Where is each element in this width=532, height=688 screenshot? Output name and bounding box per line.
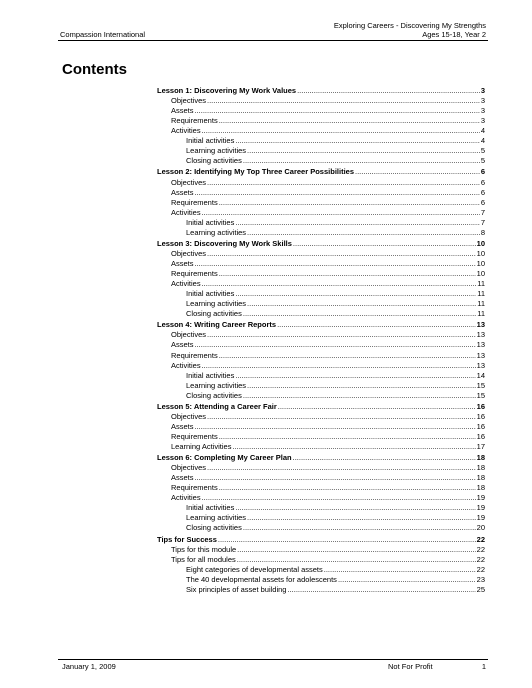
toc-entry-label: Initial activities [186,217,235,227]
toc-entry-page-number: 6 [480,197,485,207]
toc-entry[interactable] [157,259,485,269]
footer-date: January 1, 2009 [62,662,116,671]
toc-dot-leader [202,361,476,371]
toc-dot-leader [293,453,476,463]
toc-dot-leader [338,575,476,585]
toc-dot-leader [247,381,476,391]
toc-subentry[interactable] [157,299,485,309]
toc-section-entry[interactable] [157,320,485,330]
toc-entry-label: Objectives [171,96,207,106]
toc-entry-page-number: 10 [476,248,485,258]
toc-dot-leader [207,463,476,473]
toc-entry-label: Eight categories of developmental assets [186,564,323,574]
toc-entry-page-number: 13 [476,360,485,370]
toc-dot-leader [202,208,480,218]
toc-entry[interactable] [157,126,485,136]
toc-subentry[interactable] [157,146,485,156]
toc-entry[interactable] [157,96,485,106]
toc-entry-page-number: 19 [476,513,485,523]
toc-dot-leader [287,585,475,595]
toc-entry-label: Objectives [171,177,207,187]
footer-notice: Not For Profit [388,662,433,671]
toc-dot-leader [207,178,480,188]
toc-dot-leader [207,412,476,422]
toc-entry[interactable] [157,422,485,432]
toc-dot-leader [195,106,480,116]
toc-entry-label: Objectives [171,248,207,258]
toc-section-entry[interactable] [157,167,485,177]
toc-entry-page-number: 4 [480,136,485,146]
toc-entry-label: Requirements [171,269,218,279]
toc-entry-page-number: 23 [476,574,485,584]
toc-section-entry[interactable] [157,402,485,412]
toc-entry-label: Initial activities [186,503,235,513]
toc-entry-page-number: 10 [476,258,485,268]
toc-entry-label: Initial activities [186,370,235,380]
toc-entry[interactable] [157,442,485,452]
toc-entry-label: Tips for Success [157,534,217,544]
toc-entry-label: Lesson 4: Writing Career Reports [157,320,277,330]
toc-dot-leader [219,483,476,493]
toc-dot-leader [202,279,477,289]
header-document-title [334,21,486,39]
toc-entry-page-number: 3 [480,116,485,126]
toc-entry-label: Lesson 2: Identifying My Top Three Career Possibilities [157,167,354,177]
toc-dot-leader [235,136,479,146]
toc-entry-label: Objectives [171,330,207,340]
toc-entry-label: Objectives [171,463,207,473]
toc-entry-label: Learning activities [186,380,247,390]
toc-dot-leader [219,198,480,208]
toc-subentry[interactable] [157,228,485,238]
toc-entry-label: Requirements [171,197,218,207]
toc-entry-label: Closing activities [186,390,242,400]
toc-dot-leader [243,156,480,166]
toc-entry-page-number: 11 [477,299,485,309]
toc-dot-leader [235,289,476,299]
toc-entry-label: Closing activities [186,156,242,166]
toc-entry-page-number: 16 [476,401,485,411]
toc-entry-label: Learning Activities [171,442,232,452]
toc-subentry[interactable] [157,309,485,319]
toc-entry[interactable] [157,178,485,188]
toc-entry-page-number: 18 [476,463,485,473]
toc-entry-page-number: 18 [476,453,485,463]
toc-entry[interactable] [157,555,485,565]
toc-dot-leader [219,116,480,126]
toc-dot-leader [247,146,480,156]
toc-entry-page-number: 22 [476,534,485,544]
toc-entry-label: Lesson 5: Attending a Career Fair [157,401,277,411]
toc-entry-page-number: 19 [476,503,485,513]
toc-entry-page-number: 3 [480,86,485,95]
toc-entry[interactable] [157,198,485,208]
toc-entry-page-number: 15 [476,380,485,390]
toc-entry-label: Tips for all modules [171,554,236,564]
toc-entry-label: Activities [171,360,201,370]
toc-entry-page-number: 18 [476,483,485,493]
toc-dot-leader [278,402,476,412]
toc-entry[interactable] [157,545,485,555]
toc-entry-page-number: 13 [476,320,485,330]
toc-dot-leader [218,535,476,545]
toc-entry-label: Tips for this module [171,544,237,554]
toc-dot-leader [277,320,476,330]
toc-entry-label: Lesson 3: Discovering My Work Skills [157,238,292,248]
toc-entry[interactable] [157,269,485,279]
toc-entry-label: Initial activities [186,289,235,299]
toc-entry-label: Requirements [171,116,218,126]
toc-entry[interactable] [157,116,485,126]
toc-entry-label: The 40 developmental assets for adolescents [186,574,337,584]
toc-entry-page-number: 3 [480,96,485,106]
toc-subentry[interactable] [157,575,485,585]
toc-section-entry[interactable] [157,239,485,249]
page-title: Contents [62,61,127,78]
toc-entry-page-number: 13 [476,330,485,340]
header-organization: Compassion International [60,30,146,39]
toc-subentry[interactable] [157,289,485,299]
toc-entry[interactable] [157,473,485,483]
toc-dot-leader [297,86,480,96]
toc-entry[interactable] [157,208,485,218]
toc-subentry[interactable] [157,503,485,513]
toc-dot-leader [243,309,476,319]
toc-entry-label: Six principles of asset building [186,584,287,594]
toc-subentry[interactable] [157,513,485,523]
toc-subentry[interactable] [157,565,485,575]
toc-entry-label: Closing activities [186,309,242,319]
toc-section-entry[interactable] [157,453,485,463]
toc-entry-label: Assets [171,340,194,350]
toc-entry-label: Assets [171,421,194,431]
toc-entry-label: Initial activities [186,136,235,146]
toc-entry-page-number: 11 [477,289,485,299]
toc-subentry[interactable] [157,136,485,146]
toc-dot-leader [235,218,479,228]
toc-entry-label: Assets [171,258,194,268]
toc-entry-label: Learning activities [186,146,247,156]
toc-entry-label: Closing activities [186,523,242,533]
toc-entry-page-number: 22 [476,554,485,564]
toc-entry-page-number: 19 [476,493,485,503]
toc-entry-page-number: 6 [480,167,485,177]
toc-entry-page-number: 6 [480,177,485,187]
toc-section-entry[interactable] [157,86,485,96]
toc-entry-page-number: 10 [476,269,485,279]
toc-dot-leader [195,473,476,483]
toc-entry-page-number: 13 [476,340,485,350]
toc-subentry[interactable] [157,523,485,533]
toc-dot-leader [195,188,480,198]
toc-dot-leader [207,330,476,340]
toc-dot-leader [219,351,476,361]
header-title-line-1: Exploring Careers - Discovering My Strengths [333,21,486,30]
toc-entry[interactable] [157,483,485,493]
toc-entry-label: Learning activities [186,227,247,237]
toc-entry-label: Lesson 6: Completing My Career Plan [157,453,292,463]
toc-entry-page-number: 17 [476,442,485,452]
toc-entry-page-number: 25 [476,584,485,594]
toc-entry[interactable] [157,330,485,340]
header-divider [58,40,488,41]
toc-entry-page-number: 22 [476,564,485,574]
toc-entry-page-number: 18 [476,473,485,483]
toc-dot-leader [219,269,476,279]
toc-dot-leader [207,96,480,106]
toc-dot-leader [195,259,476,269]
toc-entry-page-number: 6 [480,187,485,197]
toc-entry[interactable] [157,432,485,442]
toc-entry[interactable] [157,463,485,473]
toc-subentry[interactable] [157,218,485,228]
toc-dot-leader [247,299,476,309]
toc-entry[interactable] [157,279,485,289]
toc-entry-label: Learning activities [186,299,247,309]
toc-entry[interactable] [157,412,485,422]
toc-entry-page-number: 15 [476,390,485,400]
toc-entry-page-number: 4 [480,126,485,136]
toc-dot-leader [243,391,476,401]
toc-entry-label: Assets [171,106,194,116]
toc-entry-label: Activities [171,207,201,217]
toc-subentry[interactable] [157,371,485,381]
toc-entry-page-number: 10 [476,238,485,248]
toc-dot-leader [243,523,476,533]
footer-page-number: 1 [481,662,486,671]
toc-entry-label: Objectives [171,411,207,421]
toc-entry-page-number: 11 [477,309,485,319]
toc-entry-label: Lesson 1: Discovering My Work Values [157,86,297,95]
toc-entry[interactable] [157,351,485,361]
toc-entry-label: Requirements [171,431,218,441]
toc-entry-page-number: 5 [480,146,485,156]
toc-dot-leader [355,167,480,177]
toc-dot-leader [195,340,476,350]
toc-dot-leader [247,513,476,523]
toc-dot-leader [235,371,475,381]
toc-subentry[interactable] [157,381,485,391]
toc-dot-leader [202,493,476,503]
header-title-line-2: Ages 15-18, Year 2 [422,30,486,39]
toc-entry-page-number: 5 [480,156,485,166]
toc-dot-leader [202,126,480,136]
toc-entry-page-number: 20 [476,523,485,533]
toc-subentry[interactable] [157,585,485,595]
toc-entry-label: Assets [171,473,194,483]
toc-dot-leader [207,249,476,259]
toc-dot-leader [195,422,476,432]
toc-entry[interactable] [157,340,485,350]
footer-divider [58,659,488,660]
toc-dot-leader [324,565,476,575]
toc-subentry[interactable] [157,391,485,401]
toc-dot-leader [237,545,475,555]
toc-entry-label: Assets [171,187,194,197]
toc-entry-label: Activities [171,279,201,289]
toc-subentry[interactable] [157,156,485,166]
toc-dot-leader [237,555,476,565]
toc-entry-page-number: 16 [476,411,485,421]
toc-entry-page-number: 11 [477,279,485,289]
toc-entry-page-number: 16 [476,421,485,431]
toc-entry-page-number: 22 [476,544,485,554]
toc-dot-leader [232,442,475,452]
toc-section-entry[interactable] [157,535,485,545]
toc-entry-page-number: 16 [476,431,485,441]
table-of-contents [157,86,485,595]
toc-entry-page-number: 8 [480,227,485,237]
toc-entry[interactable] [157,249,485,259]
toc-dot-leader [235,503,475,513]
toc-entry[interactable] [157,188,485,198]
toc-entry-label: Activities [171,493,201,503]
toc-entry[interactable] [157,361,485,371]
toc-entry-page-number: 7 [480,217,485,227]
toc-entry[interactable] [157,106,485,116]
toc-entry-label: Requirements [171,350,218,360]
toc-dot-leader [247,228,480,238]
toc-entry-page-number: 13 [476,350,485,360]
toc-dot-leader [219,432,476,442]
toc-dot-leader [293,239,476,249]
toc-entry-page-number: 7 [480,207,485,217]
toc-entry-page-number: 14 [476,370,485,380]
toc-entry[interactable] [157,493,485,503]
toc-entry-page-number: 3 [480,106,485,116]
toc-entry-label: Requirements [171,483,218,493]
toc-entry-label: Learning activities [186,513,247,523]
toc-entry-label: Activities [171,126,201,136]
